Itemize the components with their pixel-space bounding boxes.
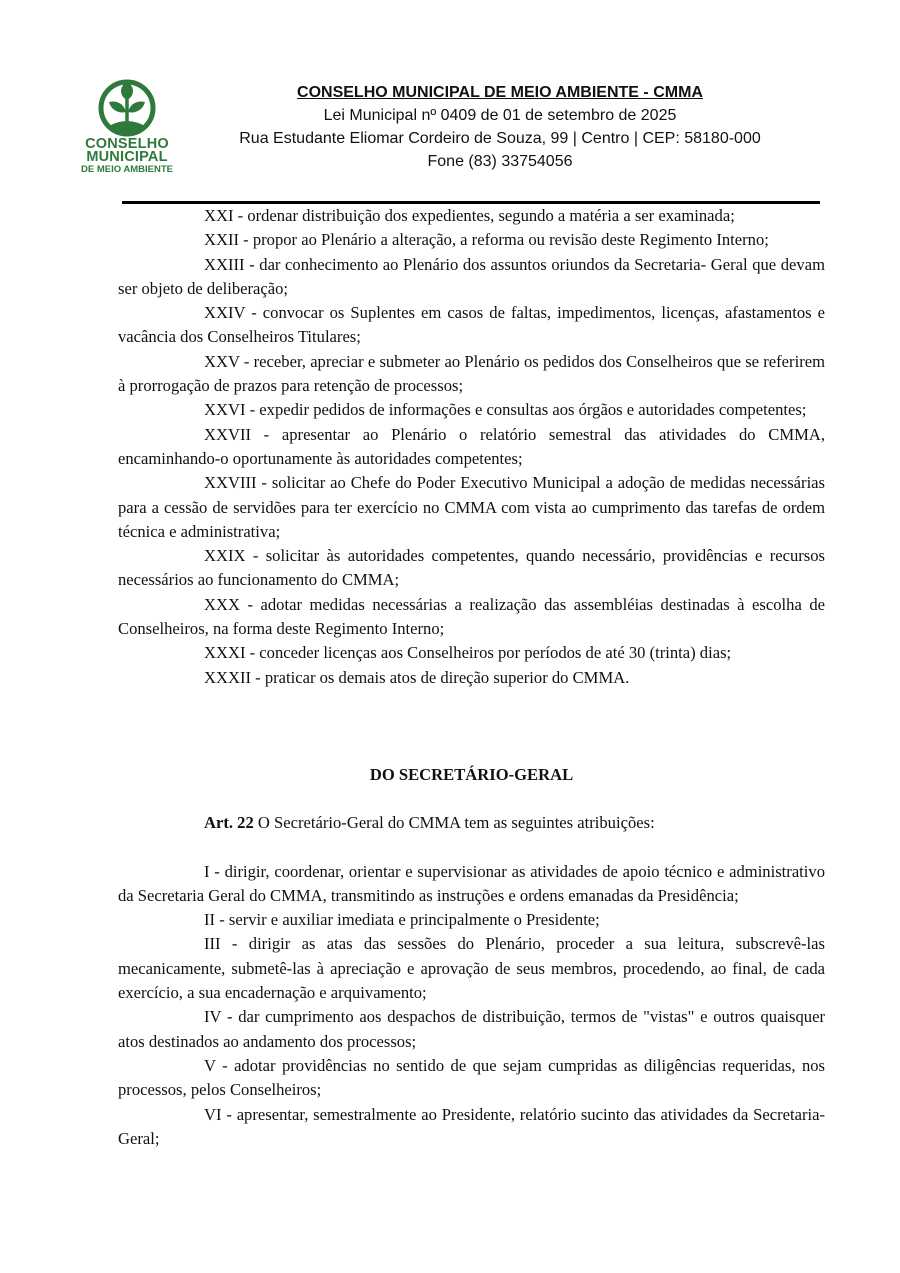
clause-xxiii: XXIII - dar conhecimento ao Plenário dos assuntos oriundos da Secretaria- Geral que devam ser objeto de deliberação; <box>118 254 825 298</box>
phone: Fone (83) 33754056 <box>427 153 573 170</box>
article-text: O Secretário-Geral do CMMA tem as seguintes atribuições: <box>253 813 655 833</box>
sprout-in-circle-icon <box>95 78 159 138</box>
clause-i: I - dirigir, coordenar, orientar e supervisionar as atividades de apoio técnico e administrativo da Secretaria Geral do CMMA, transmitindo as instruções e ordens emanadas da Presidência; <box>118 861 825 905</box>
clause-xxix: XXIX - solicitar às autoridades competentes, quando necessário, providências e recursos necessários ao funcionamento do CMMA; <box>118 546 825 590</box>
article-label: Art. 22 <box>204 813 254 833</box>
logo-text-line1: CONSELHO <box>85 136 169 152</box>
article-22 <box>118 811 825 835</box>
clause-xxv: XXV - receber, apreciar e submeter ao Plenário os pedidos dos Conselheiros que se referirem à prorrogação de prazos para retenção de processos; <box>118 351 825 396</box>
clause-xxx: XXX - adotar medidas necessárias a realização das assembléias destinadas à escolha de Conselheiros, na forma deste Regimento Interno; <box>118 594 825 639</box>
logo-text-line2: MUNICIPAL <box>86 149 168 165</box>
law-reference: Lei Municipal nº 0409 de 01 de setembro de 2025 <box>323 107 677 124</box>
clause-xxiv: XXIV - convocar os Suplentes em casos de faltas, impedimentos, licenças, afastamentos e vacância dos Conselheiros Titulares; <box>118 303 825 347</box>
organization-title: CONSELHO MUNICIPAL DE MEIO AMBIENTE - CMMA <box>297 84 703 101</box>
clause-xxviii: XXVIII - solicitar ao Chefe do Poder Executivo Municipal a adoção de medidas necessárias para a cessão de servidões para ter exercício no CMMA com vista ao cumprimento das tarefas de ordem técnica e administrativa; <box>118 473 825 541</box>
clause-xxxi: XXXI - conceder licenças aos Conselheiros por períodos de até 30 (trinta) dias; <box>204 643 732 663</box>
clause-xxvi: XXVI - expedir pedidos de informações e consultas aos órgãos e autoridades competentes; <box>204 400 807 420</box>
letterhead <box>200 82 800 173</box>
address: Rua Estudante Eliomar Cordeiro de Souza, 99 | Centro | CEP: 58180-000 <box>239 130 761 147</box>
logo-text-line3: DE MEIO AMBIENTE <box>80 164 173 175</box>
clause-xxii: XXII - propor ao Plenário a alteração, a reforma ou revisão deste Regimento Interno; <box>204 230 769 250</box>
council-logo <box>72 78 182 186</box>
clause-iv: IV - dar cumprimento aos despachos de distribuição, termos de "vistas" e outros quaisquer atos destinados ao andamento dos processos; <box>118 1007 825 1051</box>
clause-ii: II - servir e auxiliar imediata e principalmente o Presidente; <box>204 910 600 930</box>
section-heading: DO SECRETÁRIO-GERAL <box>369 764 574 784</box>
clause-xxvii: XXVII - apresentar ao Plenário o relatório semestral das atividades do CMMA, encaminhando-o oportunamente às autoridades competentes; <box>118 424 825 468</box>
clause-xxxii: XXXII - praticar os demais atos de direção superior do CMMA. <box>204 667 630 687</box>
clause-v: V - adotar providências no sentido de que sejam cumpridas as diligências requeridas, nos processos, pelos Conselheiros; <box>118 1055 825 1100</box>
clause-iii: III - dirigir as atas das sessões do Plenário, proceder a sua leitura, subscrevê-las mecanicamente, submetê-las à apreciação e aprovação de seus membros, procedendo, ao final, de cada exercício, a sua encadernação e arquivamento; <box>118 934 825 1003</box>
clause-xxi: XXI - ordenar distribuição dos expedientes, segundo a matéria a ser examinada; <box>204 206 735 225</box>
document-body <box>118 204 825 1151</box>
clause-vi: VI - apresentar, semestralmente ao Presidente, relatório sucinto das atividades da Secretaria-Geral; <box>118 1104 825 1148</box>
